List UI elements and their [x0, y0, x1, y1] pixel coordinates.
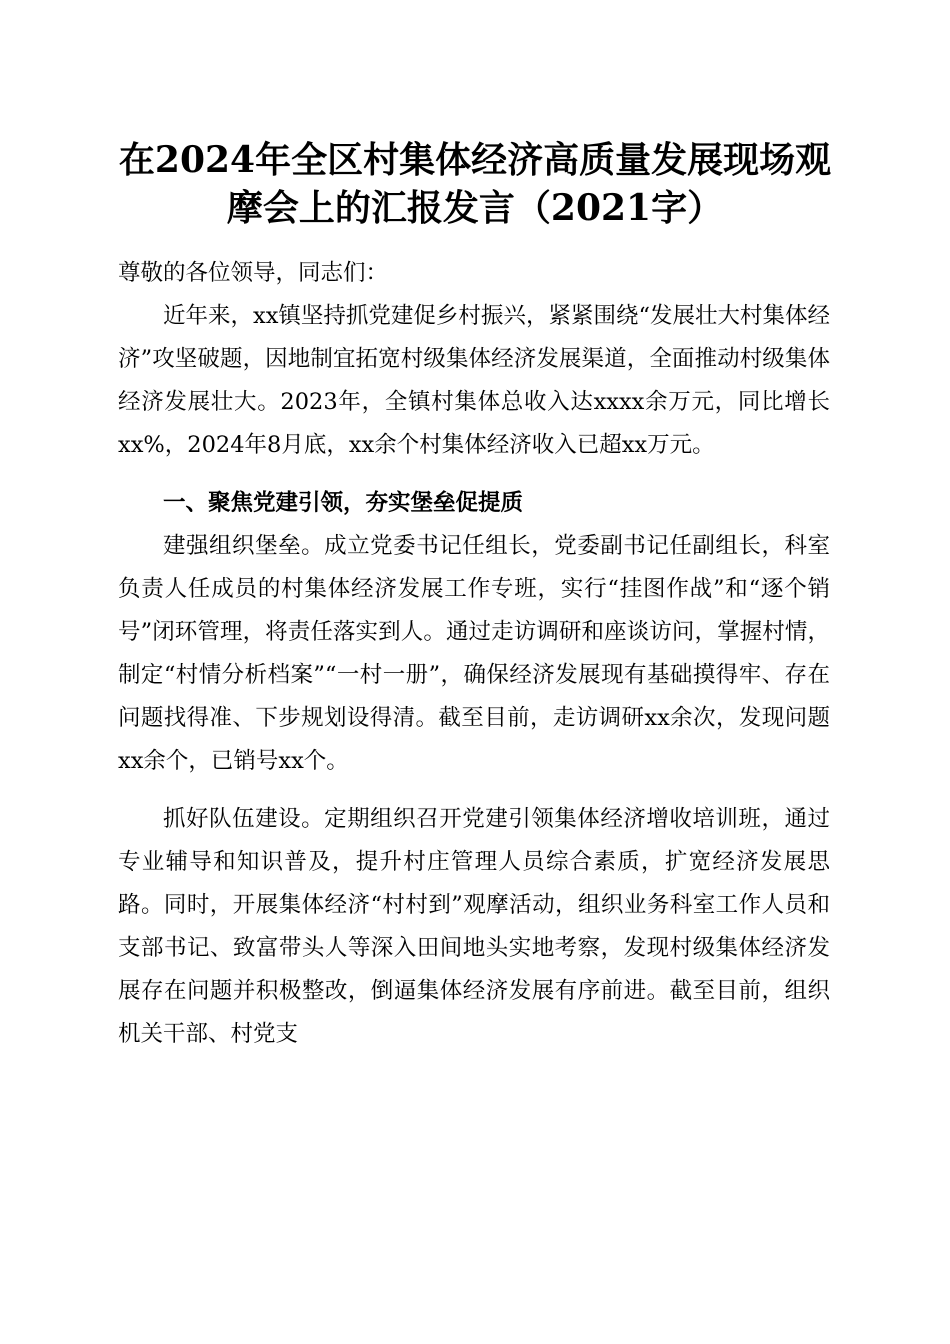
- body-paragraph: 抓好队伍建设。定期组织召开党建引领集体经济增收培训班，通过专业辅导和知识普及，提升村庄管理人员综合素质，扩宽经济发展思路。同时，开展集体经济“村村到”观摩活动，组织业务科室工作人员和支部书记、致富带头人等深入田间地头实地考察，发现村级集体经济发展存在问题并积极整改，倒逼集体经济发展有序前进。截至目前，组织机关干部、村党支: [118, 806, 830, 1047]
- document-title: [60, 136, 890, 232]
- body-paragraph: 建强组织堡垒。成立党委书记任组长，党委副书记任副组长，科室负责人任成员的村集体经济发展工作专班，实行“挂图作战”和“逐个销号”闭环管理，将责任落实到人。通过走访调研和座谈访问，掌握村情，制定“村情分析档案”“一村一册”，确保经济发展现有基础摸得牢、存在问题找得准、下步规划设得清。截至目前，走访调研xx余次，发现问题xx余个，已销号xx个。: [118, 533, 830, 774]
- title-line-1: 在2024年全区村集体经济高质量发展现场观: [118, 139, 832, 181]
- salutation: 尊敬的各位领导，同志们：: [118, 260, 389, 286]
- intro-paragraph: 近年来，xx镇坚持抓党建促乡村振兴，紧紧围绕“发展壮大村集体经济”攻坚破题，因地制宜拓宽村级集体经济发展渠道，全面推动村级集体经济发展壮大。2023年，全镇村集体总收入达xxxx余万元，同比增长xx%，2024年8月底，xx余个村集体经济收入已超xx万元。: [118, 303, 830, 458]
- section-heading: 一、聚焦党建引领，夯实堡垒促提质: [163, 490, 524, 516]
- document-body: [118, 252, 830, 1056]
- title-line-2: 摩会上的汇报发言（2021字）: [226, 187, 724, 229]
